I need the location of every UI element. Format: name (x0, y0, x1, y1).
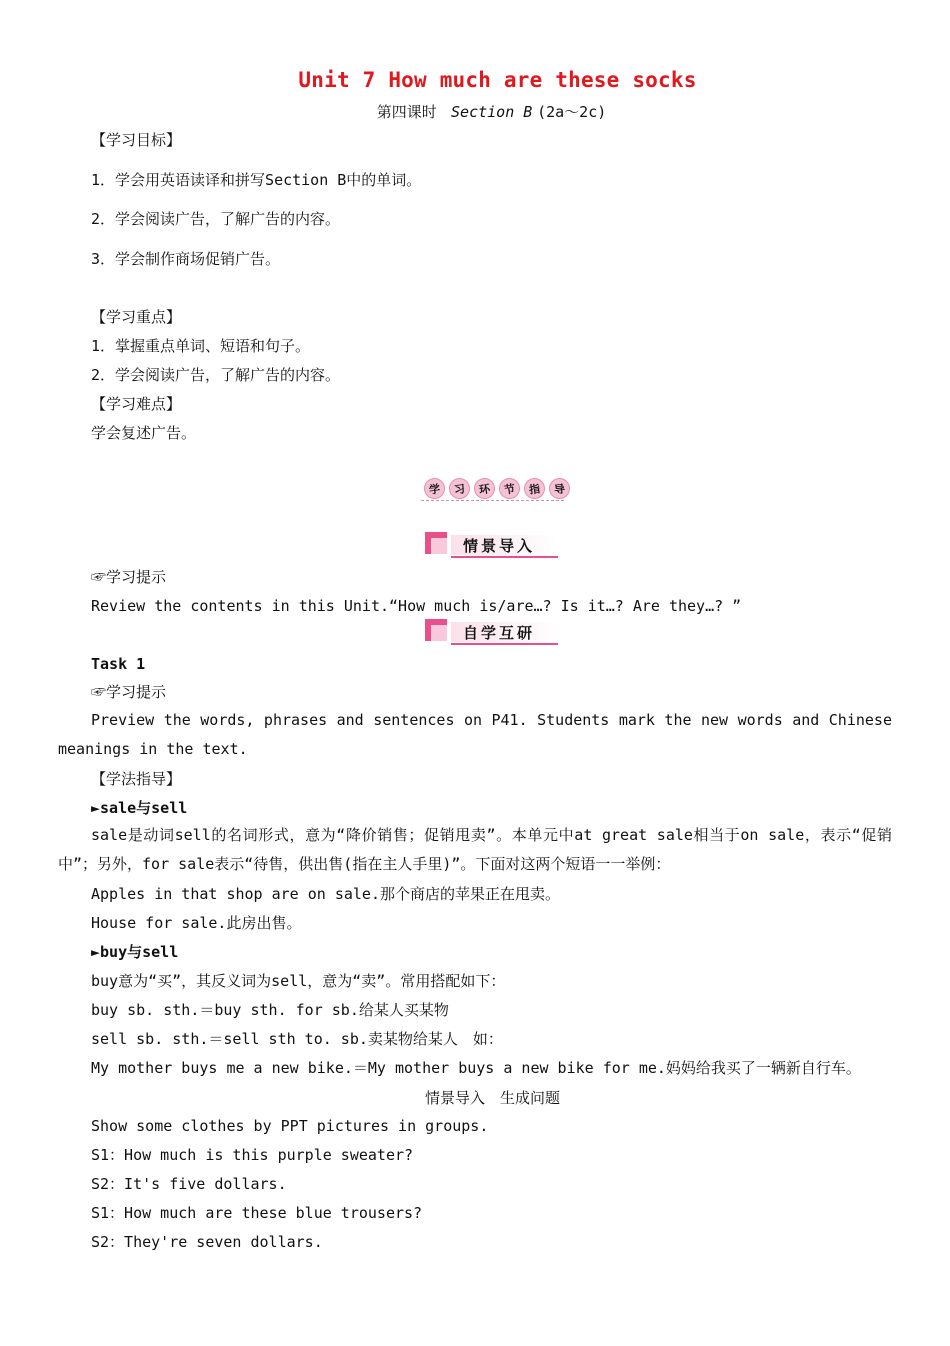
section-label: 自学互研 (463, 624, 536, 642)
difficulty-text: 学会复述广告。 (91, 424, 197, 442)
example-line: buy sb. sth.＝buy sth. for sb.给某人买某物 (91, 1001, 449, 1019)
objective-item: 2．学会阅读广告，了解广告的内容。 (91, 210, 341, 228)
keypoint-item: 1．掌握重点单词、短语和句子。 (91, 337, 311, 355)
dialogue-line: Show some clothes by PPT pictures in groups. (91, 1117, 489, 1135)
dialogue-line: S2：They're seven dollars. (91, 1233, 323, 1251)
task-heading: Task 1 (91, 655, 146, 673)
section-square-inner (431, 538, 447, 554)
difficulty-heading: 【学习难点】 (91, 395, 182, 413)
section-underline (451, 643, 558, 645)
method-heading: 【学法指导】 (91, 770, 182, 788)
keypoint-item: 2．学会阅读广告，了解广告的内容。 (91, 366, 341, 384)
section-label: 情景导入 (463, 537, 536, 555)
page-subtitle (0, 101, 950, 122)
example-line: House for sale.此房出售。 (91, 914, 302, 932)
review-text: Review the contents in this Unit.“How much is/are…? Is it…? Are they…? ” (91, 597, 742, 615)
page-title: Unit 7 How much are these socks (298, 68, 697, 92)
dialogue-line: S1：How much is this purple sweater? (91, 1146, 414, 1164)
objective-item: 1．学会用英语读译和拼写Section B中的单词。 (91, 171, 422, 189)
objectives-heading: 【学习目标】 (91, 131, 182, 149)
dialogue-line: S2：It's five dollars. (91, 1175, 287, 1193)
section-header-selfstudy (425, 619, 558, 645)
banner-char: 导 (548, 477, 572, 501)
lesson-label: 第四课时 (376, 103, 437, 121)
sale-paragraph: sale是动词sell的名词形式，意为“降价销售；促销甩卖”。本单元中at great sale相当于on sale，表示“促销中”；另外，for sale表示“待售，供出售(指在主人手里)”。下面对这两个短语一一举例： (58, 826, 892, 873)
study-guide-banner (421, 476, 566, 504)
keypoints-heading: 【学习重点】 (91, 308, 182, 326)
banner-char: 节 (498, 477, 522, 501)
section-square-inner (431, 625, 447, 641)
buy-heading: ►buy与sell (91, 943, 179, 961)
example-line: My mother buys me a new bike.＝My mother buys a new bike for me.妈妈给我买了一辆新自行车。 (91, 1059, 861, 1077)
example-line: Apples in that shop are on sale.那个商店的苹果正在甩卖。 (91, 885, 560, 903)
objective-item: 3．学会制作商场促销广告。 (91, 250, 281, 268)
banner-char: 学 (423, 477, 447, 501)
buy-paragraph: buy意为“买”，其反义词为sell，意为“卖”。常用搭配如下： (91, 972, 506, 990)
banner-dashed-line (421, 500, 564, 501)
section-header-situation (425, 532, 558, 558)
section-range: (2a～2c) (537, 103, 607, 121)
banner-char: 指 (523, 477, 547, 501)
example-line: sell sb. sth.＝sell sth to. sb.卖某物给某人 如： (91, 1030, 503, 1048)
section-label: Section B (451, 103, 533, 121)
dialogue-line: S1：How much are these blue trousers? (91, 1204, 423, 1222)
banner-char: 环 (473, 477, 497, 501)
banner-char: 习 (448, 477, 472, 501)
situation-heading: 情景导入 生成问题 (424, 1089, 560, 1107)
preview-paragraph: Preview the words, phrases and sentences on P41. Students mark the new words and Chinese meanings in the text. (58, 711, 892, 758)
hint-label: ☞学习提示 (91, 683, 167, 701)
sale-heading: ►sale与sell (91, 799, 188, 817)
section-underline (451, 556, 558, 558)
hint-label: ☞学习提示 (91, 568, 167, 586)
